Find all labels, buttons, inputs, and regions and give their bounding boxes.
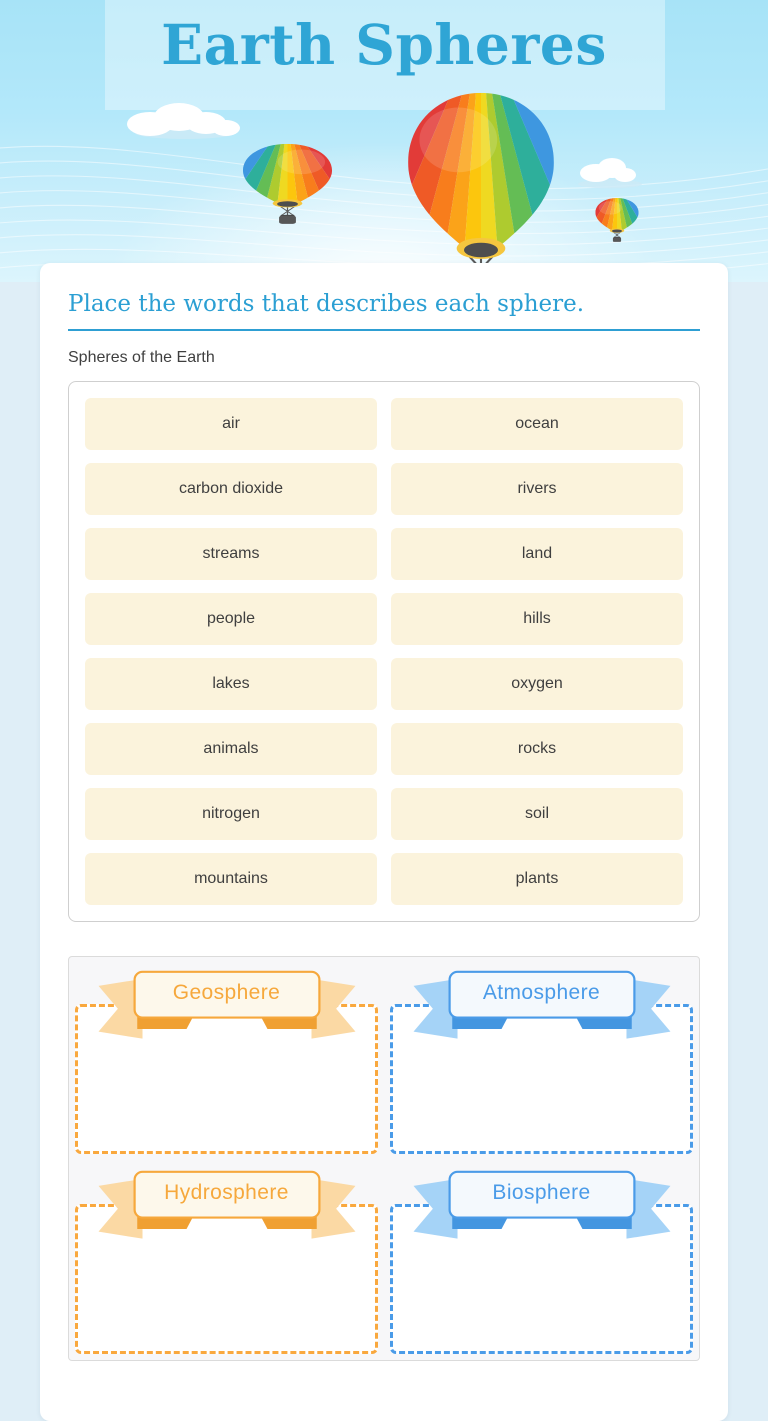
word-chip-plants[interactable]: plants: [391, 853, 683, 905]
drop-zone-hydrosphere[interactable]: [75, 1170, 378, 1354]
word-chip-mountains[interactable]: mountains: [85, 853, 377, 905]
word-chip-soil[interactable]: soil: [391, 788, 683, 840]
word-bank: [68, 381, 700, 922]
word-chip-land[interactable]: land: [391, 528, 683, 580]
zone-ribbon-atmosphere: [410, 970, 674, 1044]
word-chip-carbon-dioxide[interactable]: carbon dioxide: [85, 463, 377, 515]
word-chip-rivers[interactable]: rivers: [391, 463, 683, 515]
zone-ribbon-geosphere: [95, 970, 359, 1044]
drop-zone-geosphere[interactable]: [75, 970, 378, 1154]
word-chip-animals[interactable]: animals: [85, 723, 377, 775]
worksheet-card: [40, 263, 728, 1421]
zone-label: Atmosphere: [482, 981, 601, 1004]
zone-ribbon-hydrosphere: [95, 1170, 359, 1244]
word-chip-nitrogen[interactable]: nitrogen: [85, 788, 377, 840]
zone-label: Hydrosphere: [164, 1181, 289, 1204]
zone-ribbon-biosphere: [410, 1170, 674, 1244]
zone-label: Biosphere: [492, 1181, 591, 1204]
word-chip-lakes[interactable]: lakes: [85, 658, 377, 710]
worksheet-header: [0, 0, 768, 282]
word-chip-hills[interactable]: hills: [391, 593, 683, 645]
word-chip-rocks[interactable]: rocks: [391, 723, 683, 775]
word-chip-air[interactable]: air: [85, 398, 377, 450]
question-prompt: Place the words that describes each sphere.: [68, 291, 585, 317]
wave-lines-decoration: [0, 146, 768, 278]
cloud-icon: [578, 158, 642, 189]
zone-label: Geosphere: [172, 981, 281, 1004]
word-bank-label: Spheres of the Earth: [68, 349, 215, 366]
drop-zones: [68, 956, 700, 1361]
word-chip-ocean[interactable]: ocean: [391, 398, 683, 450]
drop-zone-atmosphere[interactable]: [390, 970, 693, 1154]
word-chip-oxygen[interactable]: oxygen: [391, 658, 683, 710]
drop-zone-biosphere[interactable]: [390, 1170, 693, 1354]
word-chip-people[interactable]: people: [85, 593, 377, 645]
worksheet-title: Earth Spheres: [161, 12, 607, 77]
prompt-divider: [68, 329, 700, 331]
word-chip-streams[interactable]: streams: [85, 528, 377, 580]
